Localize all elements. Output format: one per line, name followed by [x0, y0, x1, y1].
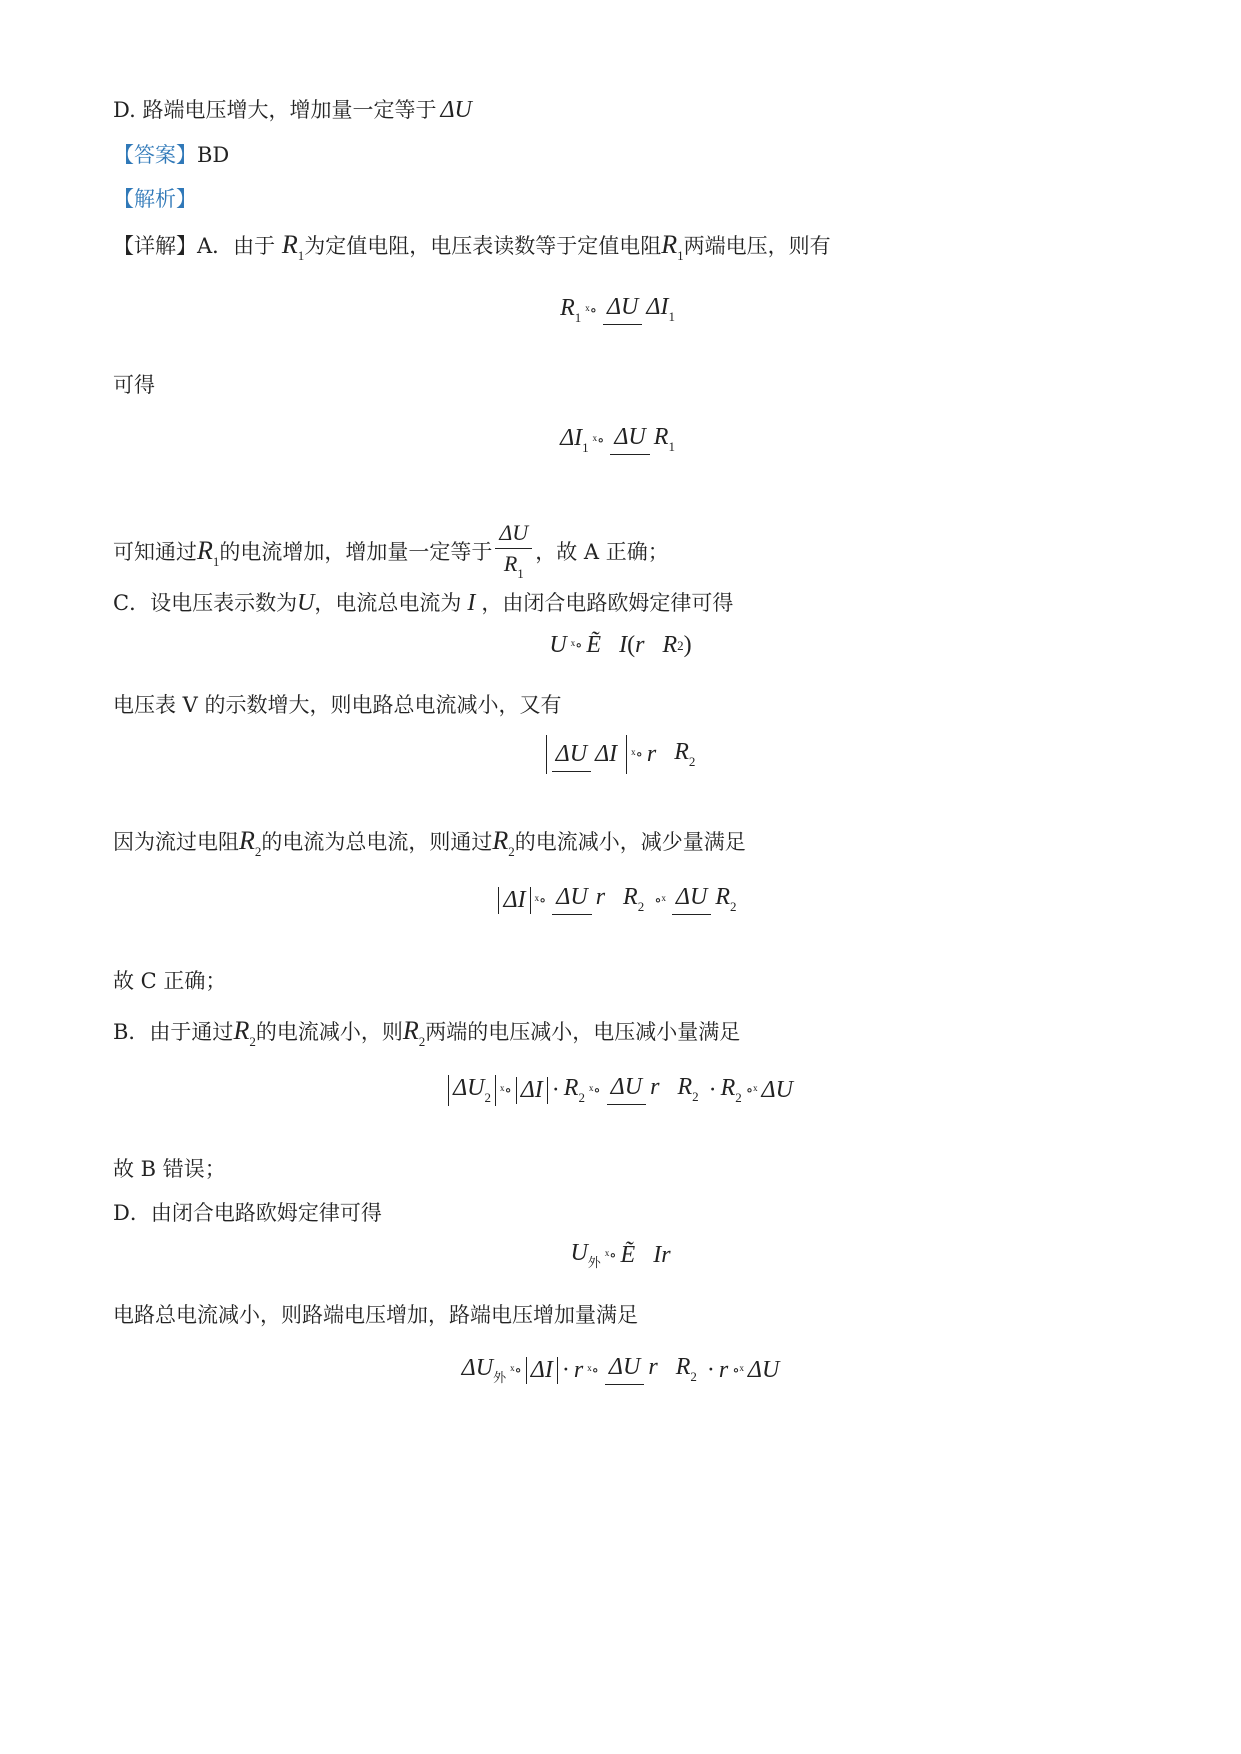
b-line — [113, 1016, 740, 1057]
detail-a-end: 两端电压，则有 — [683, 234, 831, 258]
kz-pre: 可知通过 — [113, 540, 197, 564]
analysis-label: 【解析】 — [113, 187, 197, 211]
equation-du2: ΔU2 ˣ∘ ΔI · R2 ˣ∘ ΔU r R2 · R2 ∘ˣ ΔU — [0, 1070, 1241, 1111]
equation-uwai: U外 ˣ∘ Ẽ Ir — [570, 1240, 671, 1270]
i-symbol: I — [467, 590, 476, 616]
v-line — [113, 690, 562, 720]
r2-symbol-3: $R_2$ — [233, 1016, 256, 1049]
r2-line — [113, 826, 746, 867]
b-wrong-text: 故 B 错误； — [113, 1157, 226, 1181]
r1-symbol-3: $R_1$ — [197, 536, 220, 569]
ked-line — [113, 370, 155, 400]
answer-label: 【答案】 — [113, 143, 197, 167]
detail-label: 【详解】 — [113, 234, 197, 258]
b-wrong-line — [113, 1154, 226, 1184]
b-pre: B．由于通过 — [113, 1020, 234, 1044]
r1-symbol-2: $R_1$ — [661, 230, 684, 263]
c-mid: ，电流总电流为 — [314, 591, 462, 615]
equation-u: U ˣ∘ Ẽ I ( r R 2 ) — [549, 632, 692, 658]
detail-a-line — [113, 230, 831, 271]
u-symbol: U — [297, 590, 315, 616]
detail-a-mid: 为定值电阻，电压表读数等于定值电阻 — [304, 234, 662, 258]
equation-abs: ΔU ΔI ˣ∘ r R2 — [0, 735, 1241, 774]
equation-di: ΔI ˣ∘ ΔU r R2 ∘ˣ ΔU R2 — [0, 880, 1241, 921]
b-end: 两端的电压减小，电压减小量满足 — [425, 1020, 741, 1044]
b-mid: 的电流减小，则 — [255, 1020, 403, 1044]
ked-text: 可得 — [113, 373, 155, 397]
r2-mid: 的电流为总电流，则通过 — [261, 830, 493, 854]
d2-text: 电路总电流减小，则路端电压增加，路端电压增加量满足 — [113, 1303, 638, 1327]
kz-end: ，故 A 正确； — [535, 540, 669, 564]
kz-line — [113, 520, 669, 587]
option-d-line — [113, 95, 472, 125]
c-line — [113, 588, 733, 618]
v-line-text: 电压表 V 的示数增大，则电路总电流减小，又有 — [113, 693, 562, 717]
analysis-line — [113, 184, 197, 214]
option-d-delta-u: ΔU — [440, 97, 472, 123]
equation-di1: ΔI1 ˣ∘ ΔU R1 — [560, 424, 675, 455]
c-pre: C．设电压表示数为 — [113, 591, 298, 615]
r2-symbol: $R_2$ — [239, 826, 262, 859]
c-ok-text: 故 C 正确； — [113, 969, 227, 993]
r1-symbol: $R_1$ — [281, 230, 305, 263]
r2-symbol-2: $R_2$ — [492, 826, 515, 859]
option-d-text: D. 路端电压增大，增加量一定等于 — [113, 98, 437, 122]
kz-fraction: $\frac{\Delta U}{R_1}$ — [495, 520, 532, 587]
c-ok-line — [113, 966, 226, 996]
equation-r1: R1 ˣ∘ ΔU ΔI1 — [560, 294, 675, 325]
detail-a-intro: A．由于 — [197, 234, 276, 258]
d2-line — [113, 1300, 638, 1330]
d-text: D．由闭合电路欧姆定律可得 — [113, 1201, 382, 1225]
equation-duwai: ΔU外 ˣ∘ ΔI · r ˣ∘ ΔU r R2 · r ∘ˣ ΔU — [461, 1354, 780, 1385]
kz-mid: 的电流增加，增加量一定等于 — [219, 540, 493, 564]
r2-pre: 因为流过电阻 — [113, 830, 239, 854]
r2-end: 的电流减小，减少量满足 — [514, 830, 746, 854]
c-end: ，由闭合电路欧姆定律可得 — [481, 591, 734, 615]
answer-value: BD — [197, 143, 230, 167]
d-line — [113, 1198, 382, 1228]
answer-line — [113, 140, 229, 170]
r2-symbol-4: $R_2$ — [402, 1016, 426, 1049]
